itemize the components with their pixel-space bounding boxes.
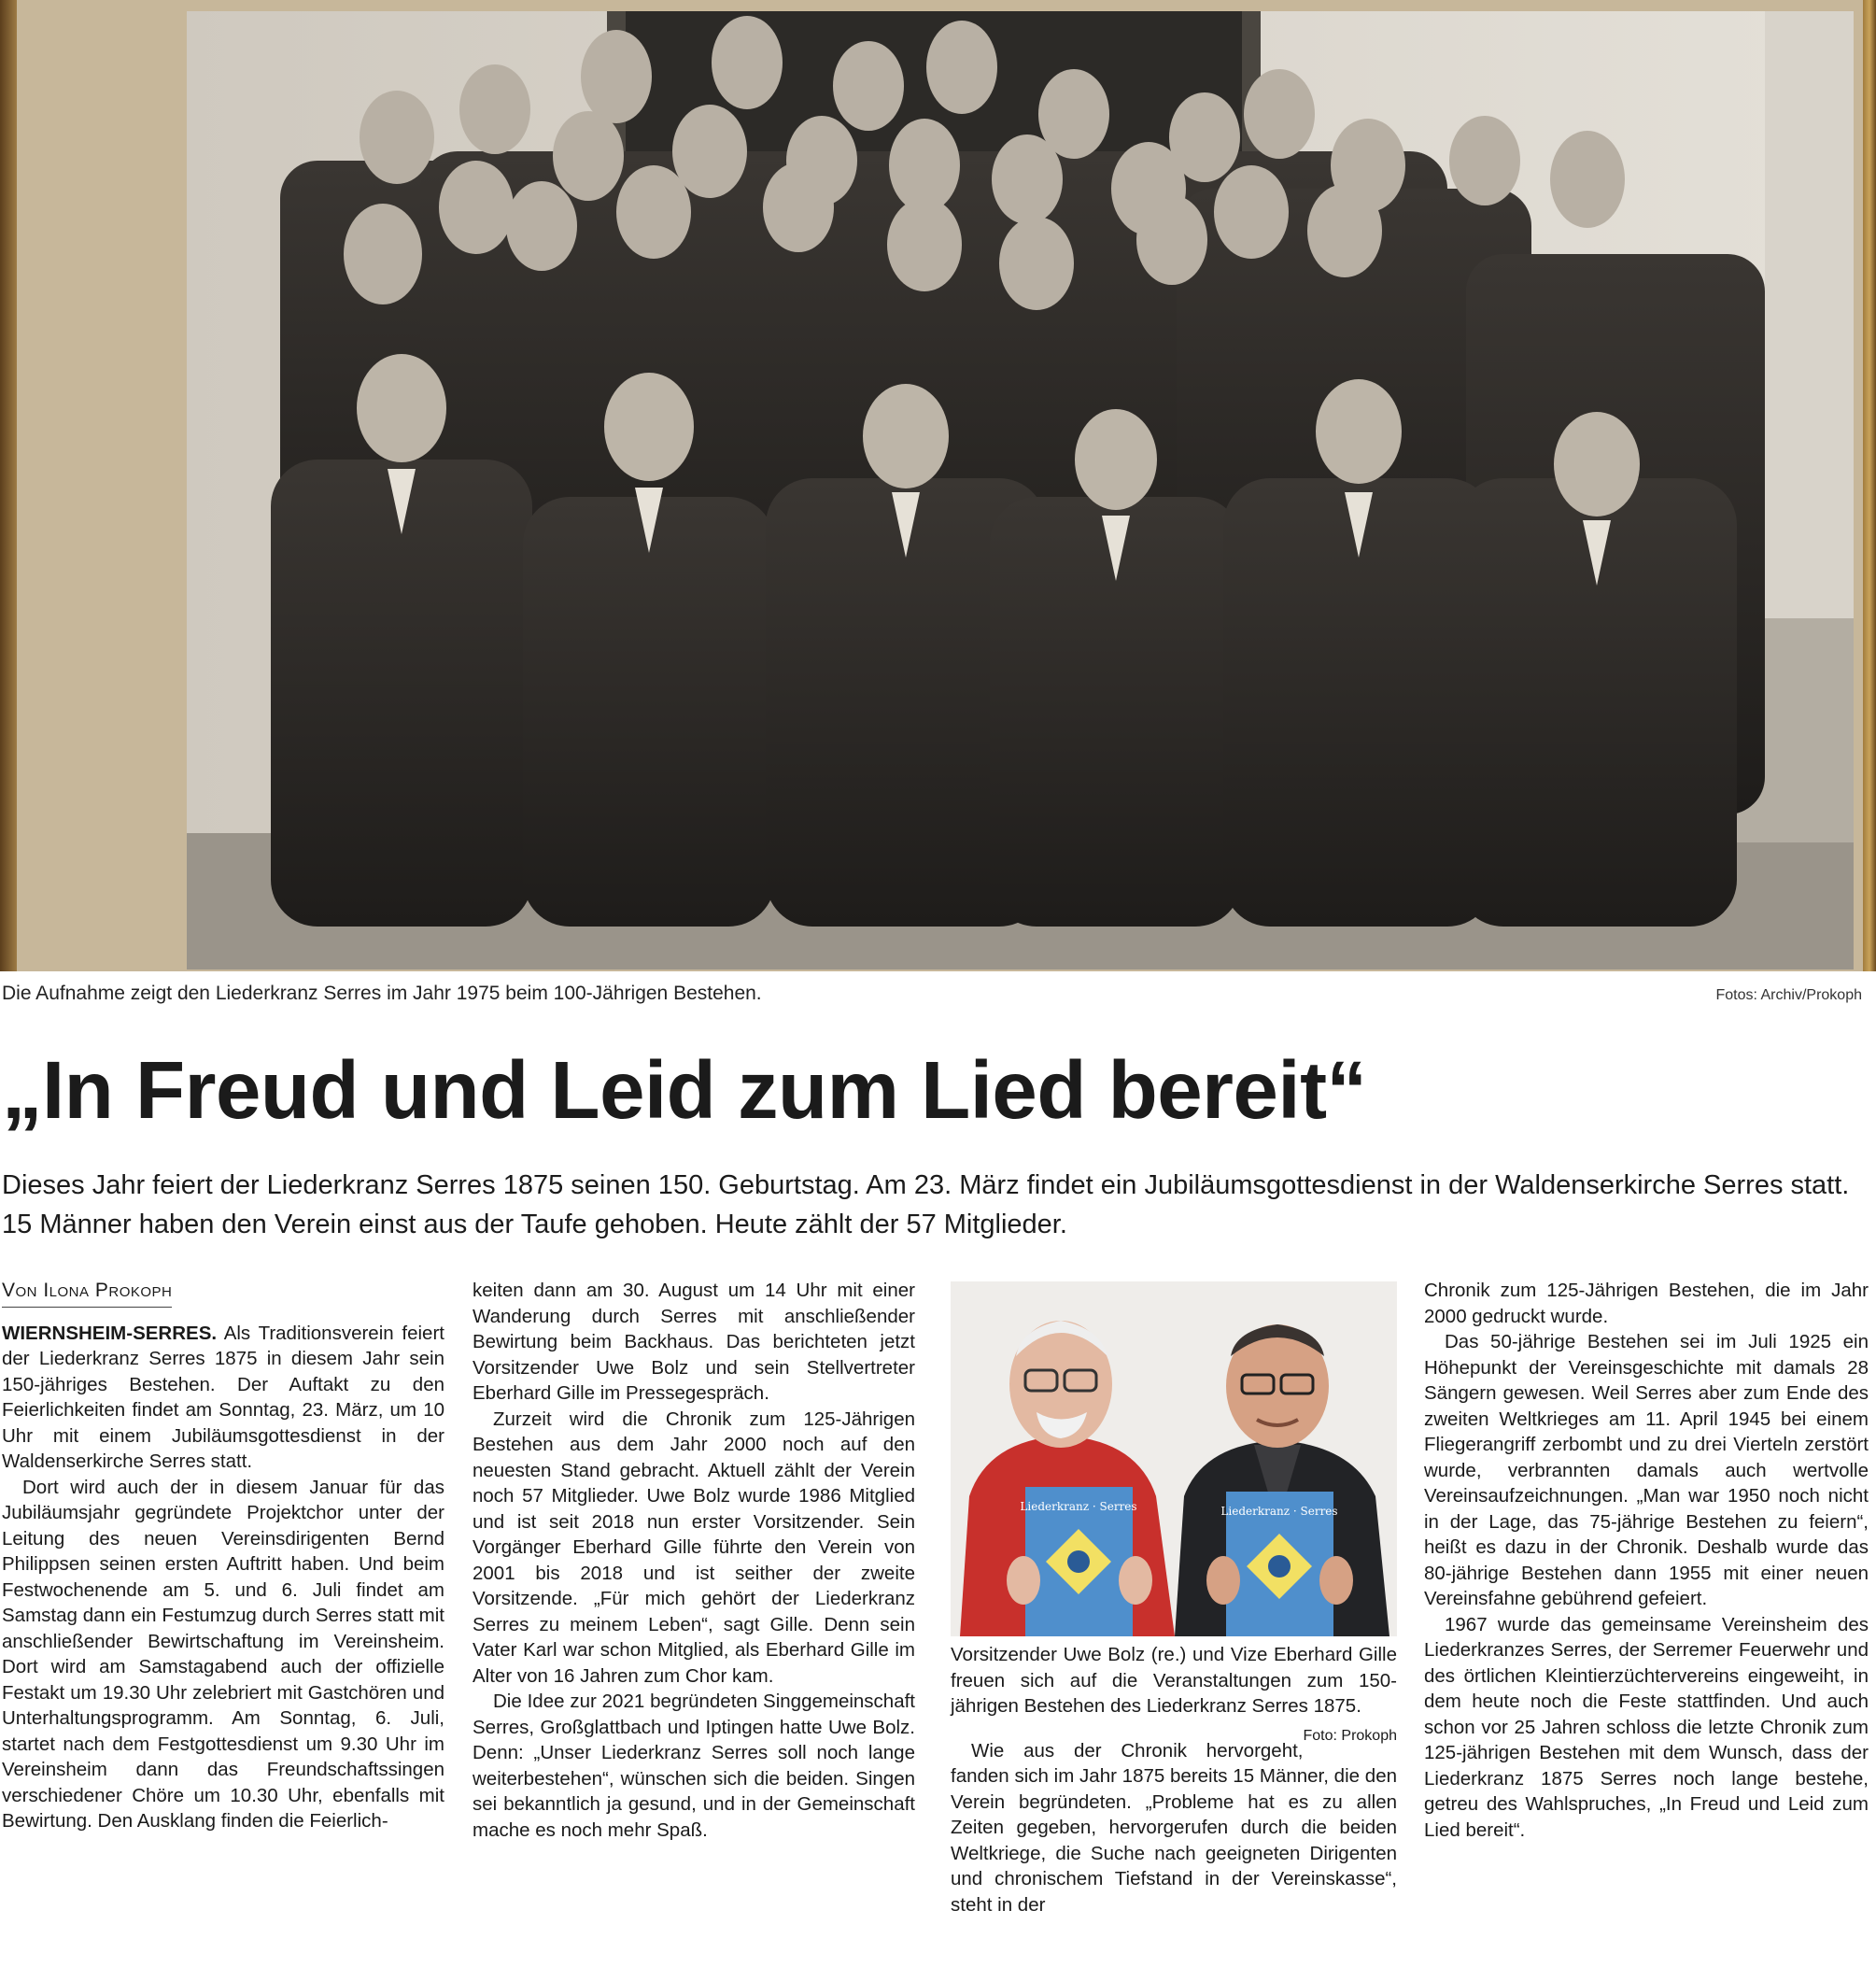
book-title-right: Liederkranz · Serres bbox=[1220, 1505, 1338, 1518]
paragraph: Chronik zum 125-Jährigen Bestehen, die im Jahr 2000 gedruckt wurde. bbox=[1424, 1280, 1869, 1327]
article-column-3 bbox=[951, 1278, 1397, 1917]
article-headline: „In Freud und Leid zum Lied bereit“ bbox=[2, 1045, 1367, 1136]
article-lead: Dieses Jahr feiert der Liederkranz Serres 1875 seinen 150. Geburtstag. Am 23. März findet ein Jubiläumsgottesdienst in der Waldenserkirche Serres statt. 15 Männer haben den Verein einst aus der Taufe gehoben. Heute zählt der 57 Mitglieder. bbox=[2, 1170, 1850, 1239]
chairmen-photo bbox=[951, 1281, 1397, 1636]
article-column-1 bbox=[2, 1278, 444, 1834]
byline: Von Ilona Prokoph bbox=[2, 1278, 172, 1308]
paragraph: Zurzeit wird die Chronik zum 125-Jährigen Bestehen aus dem Jahr 2000 noch auf den neuesten Stand gebracht. Aktuell zählt der Verein noch 57 Mitglieder. Uwe Bolz wurde 1986 Mitglied und ist seit 2018 nun erster Vorsitzender. Sein Vorgänger Eberhard Gille führte den Verein von 2001 bis 2018 und ist seither der zweite Vorsitzende. „Für mich gehört der Liederkranz Serres zu meinem Leben“, sagt Gille. Denn sein Vater Karl war schon Mitglied, als Eberhard Gille im Alter von 16 Jahren zum Chor kam. bbox=[473, 1408, 915, 1687]
paragraph-text: Als Traditionsverein feiert der Liederkranz Serres 1875 in diesem Jahr sein 150-jähriges Bestehen. Der Auftakt zu den Feierlichkeiten findet am Sonntag, 23. März, um 10 Uhr mit einem Jubiläumsgottesdienst in der Waldenserkirche Serres statt. bbox=[2, 1322, 444, 1472]
inset-caption bbox=[951, 1642, 1397, 1744]
chairmen-illustration bbox=[951, 1281, 1397, 1636]
dateline: WIERNSHEIM-SERRES. bbox=[2, 1322, 218, 1344]
paragraph: Wie aus der Chronik hervorgeht, fanden sich im Jahr 1875 bereits 15 Männer, die den Verein begründeten. „Probleme hat es zu allen Zeiten gegeben, hervorgerufen durch die beiden Weltkriege, die Suche nach geeigneten Dirigenten und chronischem Tiefstand in der Vereinskasse“, steht in der bbox=[951, 1739, 1397, 1916]
frame-right-edge bbox=[1863, 0, 1876, 971]
photo-credit: Fotos: Archiv/Prokoph bbox=[1715, 987, 1862, 1003]
paragraph: Das 50-jährige Bestehen sei im Juli 1925 ein Höhepunkt der Vereinsgeschichte mit damals 28 Sängern gewesen. Weil Serres aber zum Ende des zweiten Weltkrieges am 11. April 1945 bei einem Fliegerangriff zerbombt und zu drei Vierteln zerstört wurde, verbrannten damals auch wertvolle Vereinsaufzeichnungen. „Man war 1950 noch nicht in der Lage, das 75-jährige Bestehen zu feiern“, heißt es dazu in der Chronik. Deshalb wurde das 80-jährige Bestehen dann 1955 mit einer neuen Vereinsfahne gebührend gefeiert. bbox=[1424, 1331, 1869, 1609]
inset-credit: Foto: Prokoph bbox=[1303, 1727, 1397, 1744]
photo-caption: Die Aufnahme zeigt den Liederkranz Serres im Jahr 1975 beim 100-Jährigen Bestehen. bbox=[2, 983, 762, 1004]
paragraph: Dort wird auch der in diesem Januar für das Jubiläumsjahr gegründete Projektchor unter der Leitung des neuen Vereinsdirigenten Bernd Philippsen seinen ersten Auftritt haben. Und beim Festwochenende am 5. und 6. Juli findet am Samstag dann ein Festumzug durch Serres statt mit anschließender Bewirtschaftung im Vereinsheim. Dort wird am Samstagabend auch der offizielle Festakt um 19.30 Uhr zelebriert mit Gastchören und Unterhaltungsprogramm. Am Sonntag, 6. Juli, startet nach dem Festgottesdienst um 9.30 Uhr im Vereinsheim dann das Freundschaftssingen verschiedener Chöre um 10.30 Uhr, ebenfalls mit Bewirtung. Den Ausklang finden die Feierlich- bbox=[2, 1476, 444, 1832]
frame-left-edge bbox=[0, 0, 17, 971]
book-title-left: Liederkranz · Serres bbox=[1020, 1500, 1137, 1513]
inset-caption-text: Vorsitzender Uwe Bolz (re.) und Vize Eberhard Gille freuen sich auf die Veranstaltungen zum 150-jährigen Bestehen des Liederkranz Serres 1875. bbox=[951, 1644, 1397, 1717]
paragraph bbox=[2, 1321, 444, 1475]
paragraph: keiten dann am 30. August um 14 Uhr mit einer Wanderung durch Serres mit anschließender Bewirtung beim Backhaus. Das berichteten jetzt Vorsitzender Uwe Bolz und sein Stellvertreter Eberhard Gille im Pressegespräch. bbox=[473, 1280, 915, 1404]
choir-group-photo bbox=[187, 11, 1854, 969]
article-column-4 bbox=[1424, 1278, 1869, 1843]
archive-photo-frame bbox=[0, 0, 1876, 971]
paragraph: Die Idee zur 2021 begründeten Singgemeinschaft Serres, Großglattbach und Iptingen hatte Uwe Bolz. Denn: „Unser Liederkranz Serres soll noch lange weiterbestehen“, wünschen sich die beiden. Singen sei bekanntlich ja gesund, und in der Gemeinschaft mache es noch mehr Spaß. bbox=[473, 1691, 915, 1841]
article-column-2 bbox=[473, 1278, 915, 1843]
choir-group-illustration bbox=[187, 11, 1854, 969]
paragraph: 1967 wurde das gemeinsame Vereinsheim des Liederkranzes Serres, der Serremer Feuerwehr und des örtlichen Kleintierzüchtervereins eingeweiht, in dem heute noch die Feste stattfinden. Und auch schon vor 25 Jahren schloss die letzte Chronik zum 125-jährigen Bestehen mit dem Wunsch, dass der Liederkranz 1875 Serres noch lange bestehe, getreu des Wahlspruches, „In Freud und Leid zum Lied bereit“. bbox=[1424, 1613, 1869, 1841]
